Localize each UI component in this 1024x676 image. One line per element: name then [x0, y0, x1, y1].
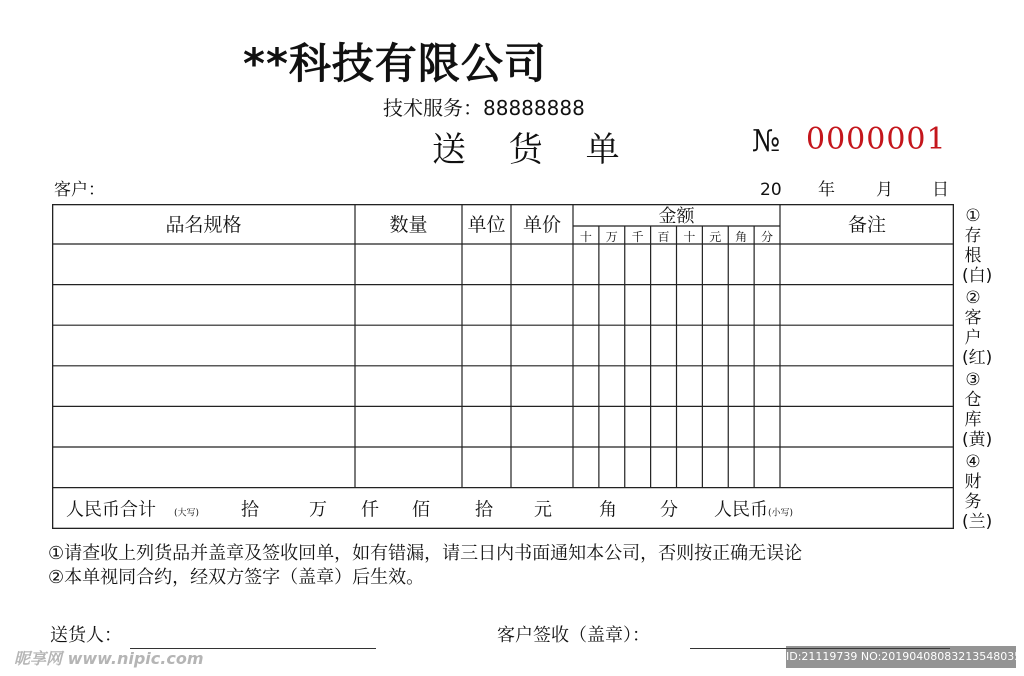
header-amount: 金额	[658, 206, 695, 227]
copy-distribution-note	[962, 206, 993, 534]
amount-digit-label: 角	[735, 230, 748, 244]
total-unit: 仟	[361, 499, 379, 521]
total-unit: 拾	[241, 499, 259, 521]
amount-digit-label: 十	[683, 230, 696, 244]
serial-number: 0000001	[806, 122, 947, 157]
customer-label: 客户：	[54, 180, 105, 200]
total-label-small: (大写)	[174, 508, 200, 519]
serial-number-label: №	[752, 124, 781, 159]
table-border	[53, 205, 954, 529]
total-unit: 拾	[475, 499, 493, 521]
receiver-label: 客户签收（盖章）：	[497, 625, 650, 646]
note-1: ①请查收上列货品并盖章及签收回单，如有错漏，请三日内书面通知本公司，否则按正确无误论	[48, 543, 803, 564]
header-qty: 数量	[389, 214, 428, 236]
copy-note-1: ①存根(白)	[962, 206, 993, 286]
watermark-logo: 昵享网 www.nipic.com	[14, 649, 204, 668]
copy-note-4: ④财务(兰)	[962, 452, 993, 532]
amount-digit-label: 千	[631, 230, 644, 244]
header-price: 单价	[522, 214, 562, 236]
note-2: ②本单视同合约，经双方签字（盖章）后生效。	[48, 567, 425, 588]
copy-note-2: ②客户(红)	[962, 288, 993, 368]
copy-note-3: ③仓库(黄)	[962, 370, 993, 450]
header-remark: 备注	[847, 214, 887, 236]
total-label: 人民币合计	[66, 499, 156, 521]
company-name: **科技有限公司	[243, 39, 547, 88]
total-unit: 元	[534, 499, 552, 521]
header-unit: 单位	[467, 214, 506, 236]
delivery-table	[52, 204, 954, 529]
document-title: 送 货 单	[432, 130, 636, 170]
amount-digit-label: 十	[579, 230, 592, 244]
rmb-lowercase-label: 人民币	[714, 499, 768, 521]
amount-digit-label: 分	[761, 230, 774, 244]
date-prefix: 20	[760, 180, 782, 200]
date-day: 日	[932, 180, 949, 200]
total-unit: 佰	[412, 499, 430, 521]
rmb-lowercase-small: (小写)	[768, 508, 794, 519]
total-unit: 万	[309, 499, 327, 521]
date-year: 年	[818, 180, 835, 200]
watermark-id: ID:21119739 NO:20190408083213548035	[786, 646, 1016, 668]
total-unit: 分	[660, 499, 678, 521]
header-name: 品名规格	[165, 214, 242, 236]
total-unit: 角	[599, 499, 617, 521]
amount-digit-label: 万	[605, 230, 618, 244]
amount-digit-label: 百	[657, 230, 670, 244]
deliverer-label: 送货人：	[50, 625, 122, 646]
amount-digit-label: 元	[709, 230, 722, 244]
date-month: 月	[876, 180, 893, 200]
service-phone: 技术服务：88888888	[383, 96, 585, 120]
